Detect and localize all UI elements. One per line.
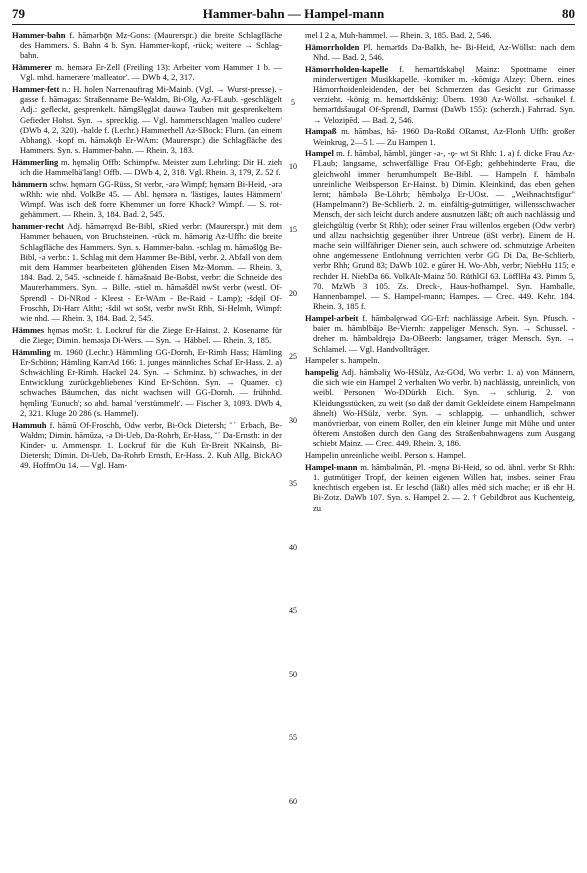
page-number-left: 79 — [12, 6, 25, 21]
entry-text: m. hāmbǝlmān, Pl. -męnǝ Bi-Heid, so od. ähnl. verbr St Rhh: 1. gutmütiger Tropf, der keinen eigenen Willen hat, insbes. seiner Frau knechtisch ergeben ist. Er leschd (läßt) alles mèd sich mache; er iß ehr H. Bi-Zotz. DaWb 107. Syn. s. Hampel 2. — 2. † Gebildbrot aus Kuchenteig, zu — [313, 461, 575, 513]
headword: Hammer-bahn — [12, 30, 66, 40]
dictionary-entry — [12, 84, 282, 155]
dictionary-entry — [305, 355, 575, 365]
line-number: 40 — [289, 542, 297, 552]
headword: hämmern — [12, 178, 48, 189]
headword: Hämorrholden — [305, 41, 360, 52]
entry-text: f. hāmū Of-Froschh, Odw verbr, Bi-Ock Dietersh; ˘ˊ Erbach, Be-Waldm; Dimin. hāmūzǝ, -ǝ Di-Ueb, Da-Rohrb, Er-Hass, ˘ˊ Da-Ernsth: in der Kinder- u. Ammenspr. 1. Lockruf für die Kuh Er-Breit NKainsb, Bi-Dietersh; Dimin. Di-Ueb, Da-Rohrb Ernsth, Er-Hass. 2. Kuh Allg. BickAO 49. HoffmOu 14. — Vgl. Ham- — [20, 419, 282, 471]
headword: Hampel — [305, 148, 334, 159]
dictionary-entry — [12, 325, 282, 345]
entry-text: Adj. hāmǝrręxd Be-Bibl, sRied verbr: (Maurerspr.) mit dem Hammer behauen, von Bruchsteinen. -rück m. hāmǝrig Az-Uffh: die breite Schlagfläche des Hammers. Syn. s. Hammer-bahn. -schlag m. hāmǝšlǭg Be-Bibl, -ǝ verbr.: 1. Schlag mit dem Hammer Be-Bibl, verbr. 2. Abfall von dem mit dem Hammer bearbeiteten glühenden Eisen Mz-Momm. — Rhein. 3, 184. Bad. 2, 545. -schneide f. hāmǝšnaid Be-Bobst, verbr: die Schneide des Maurerhammers. Syn. → Bille. -stiel m. hāmǝšdēl nwSt verbr (westl. Of-Sprendl - Di-NRod - Kleest - Er-WAm - Be-Raid - Lamp); -šdęil Of-Froschh, Di-Harr Altht; -šdil wt soSt, verbr nwSt Rhh, Si-Helmh, Wimpf: wie nhd. — Rhein. 3, 184. Bad. 2, 545. — [20, 221, 282, 323]
dictionary-entry — [305, 462, 575, 513]
dictionary-entry — [305, 450, 575, 460]
headword: Hammuh — [12, 419, 47, 430]
line-number: 5 — [291, 98, 295, 107]
headword: Hämmling — [12, 346, 51, 357]
line-number: 45 — [289, 606, 297, 615]
entry-text: Hampeler s. hampeln. — [305, 355, 380, 366]
header-rule — [12, 24, 575, 25]
entry-text: m. hemǝrǝ Er-Zell (Freiling 13): Arbeiter vom Hammer 1 b. — Vgl. mhd. hamerære 'malleator'. — DWb 4, 2, 317. — [20, 62, 282, 83]
headword: hampelig — [305, 367, 339, 377]
left-column — [12, 30, 282, 866]
line-number: 25 — [289, 352, 297, 361]
dictionary-entry — [305, 64, 575, 125]
entry-text: f. hāmbǝlęrwǝd GG-Erf: nachlässige Arbeit. Syn. Pfusch. -baier m. hāmblbāįǝ Be-Viernh: zappeliger Mensch. Syn. → Schussel. -dreher m. hāmbǝldręįǝ Da-OBeerb: langsamer, träger Mensch. Syn. → Schlamel. — Vgl. Handvolltrāger. — [313, 312, 575, 354]
dictionary-entry — [305, 42, 575, 62]
entry-text: f. hemǝrīdskabęl Mainz: Spottname einer minderwertigen Musikkapelle. -komiker m. -kōmigǝ Alzey: Übern. eines Hämorrhoidenleidenden, der bei Schmerzen das Gesicht zur Grimasse verzieht. -könig m. hemǝrīdskēniχ: Übern. 1930 Az-Wöllst. -schaukel f. hemǝrīdsšaugǝl Of-Sprendl, Darmst (DaWb 155): (scherzh.) Fahrrad. Syn. → Velozipĕd. — Bad. 2, 546. — [313, 63, 575, 125]
entry-text: hęmǝs moSt: 1. Lockruf für die Ziege Er-Hainst. 2. Kosename für die Ziege; Dimin. hemǝsjǝ Di-Wers. — Syn. → Häbbel. — Rhein. 3, 185. — [20, 324, 282, 345]
entry-text: Adj. hāmbǝliχ Wo-HSülz, Az-GOd, Wo verbr: 1. a) von Männern, die sich wie ein Hampel 2 verhalten Wo verbr. b) nachlässig, unreinlich, von weibl. Personen Wo-DDürkh Eich. Syn. → schlurig. 2. von Kleidungsstücken, zu weit (so daß der damit Gekleidete einem Hampelmann ähnelt) Wo-HSülz, verbr. Syn. → schlappig. — unhandlich, schwer manövrierbar, von einem Roller, den ein kleiner Junge mit Mühe und unter öfterem Anstoßen durch den Gang des Straßenbahnwagens zum Ausgang schiebt Mainz. — Crec. 449. Rhein. 3, 186. — [313, 367, 575, 449]
headword: Hampaß — [305, 126, 337, 137]
running-title: Hammer-bahn — Hampel-mann — [202, 6, 385, 21]
dictionary-entry — [12, 157, 282, 177]
line-number: 20 — [289, 288, 297, 298]
entry-text: m. f. hāmbǝl, hāmbl, jünger -ǝ-, -ǫ- wt St Rhh: 1. a) f. dicke Frau Az-FLaub; langsame, schwerfällige Frau Of-Egb; gehbehinderte Frau, die gleichwohl immer herumhumpelt Be-Bibl. — Hampeln f. hāmbǝln unreinliche Weibsperson Er-Hainst. b) Dimin. Kleinkind, das eben gehen lernt; hāmbǝlǝ Be-Löhrb; hēmbǝlχǝ Er-UOst. — „Weihnachtsfigur" (Hampelmann?) Be-Schlierb. 2. m. einfältig-gutmütiger, willensschwacher Mensch, der sich leicht durch andere ausnutzen läßt; oft auch nachlässig und gleichgültig (verbr St Rhh); oder seiner Frau willenlos ergeben (Odw verbr) und allzu nachsichtig gegenüber ihrer Untreue (öSt verbr). Einem de H. mache sein willfähriger Diener sein, auch schwere od. schmutzige Arbeiten ohne angemessene Entlohnung verrichten verbr GG Di Da, Be-Schlierb, verbr Rhh; Grund 83; DaWb 102. e gūrer H. Wo-Abh, verbr; NiebHu 115; e rechder H. NiebDa 66. VolkAlt-Mainz 50. RüthlGl 63. LöfflHa 43. Pimm 5, 70. MzWb 3 105. Zs. Dreck-, Haus-hofhampel. Syn. Hamballe, Hannenbampel. — S. Hampel-mann; Hampes. — Crec. 449. Kehr. 184. Rhein. 3, 185 f. — [313, 148, 575, 312]
headword: Hämmerer — [12, 62, 52, 73]
headword: hammer-recht — [12, 221, 64, 232]
dictionary-entry — [305, 30, 575, 40]
right-column — [305, 30, 575, 866]
dictionary-entry — [12, 62, 282, 82]
dictionary-entry — [12, 347, 282, 418]
dictionary-entry — [12, 179, 282, 220]
entry-text: schw. hęmǝrn GG-Rüss, St verbr, -ǝrǝ Wimpf; hęmǝrn Bi-Heid, -ǝrǝ wRhh: wie nhd. VolkBe 45. — Abl. hęmǝrǝ n. 'lästiges, lautes Hämmern' Wimpf. Was isch deß forre Khemmer un forre Khack? Wimpf. — S. rot-gehämmert. — Rhein. 3, 184. Bad. 2, 545. — [20, 178, 282, 220]
dictionary-entry — [305, 313, 575, 354]
headword: Hammer-fett — [12, 84, 60, 95]
headword: Hämmes — [12, 324, 45, 335]
headword: Hampel-arbeit — [305, 312, 359, 323]
dictionary-entry — [305, 367, 575, 449]
entry-text: n.: H. holen Narrenauftrag Mi-Mainb. (Vgl. → Wurst-presse). -gasse f. hāmǝgas: Straßenname Be-Waldm, Bi-Olg, Az-FLaub. -geschlägelt Adj.: gefleckt, gesprenkelt. hāmgšlęglǝt dauwǝ Tauben mit gesprenkeltem Gefieder Hohst. Syn. → sprecklig. — Vgl. hammerschlagen 'malleo cudere' (DWb 4, 2, 320). -halde f. (Lechr.) Hammerhell Az-SBock: Flurn. (an einem Abhang). -kopf m. hāmǝkǭb Er-WAm: (Maurerspr.) die Schlagfläche des Hammers. Syn. s. Hammer-bahn. — Rhein. 3, 183. — [20, 84, 282, 156]
line-number: 35 — [289, 479, 297, 488]
line-number: 30 — [289, 415, 297, 425]
dictionary-entry — [305, 126, 575, 146]
headword: Hämmerling — [12, 156, 59, 167]
entry-text: m. 1960 (Lechr.) Hämmling GG-Dornh, Er-Rimh Hass; Hämling Er-Schönn; Hämling KarrAd 166: 1. junges männliches Schaf Er-Hass. 2. a) Schwächling Er-Rimh. Hackel 24. Syn. → Schminz. b) schwaches, in der Entwicklung zurückgebliebenes Kind Er-Schönn. Syn. → Quamer. c) schwaches Bäumchen, das nicht wachsen will GG-Dornh. — frühnhd. hęmling 'Eunuch'; so ahd. hamal 'verstümmelt'. — Fischer 3, 1093. DWb 4, 2, 321. Kluge 20 286 (s. Hammel). — [20, 346, 282, 418]
dictionary-entry — [12, 30, 282, 61]
line-number: 60 — [289, 796, 297, 806]
dictionary-entry — [305, 148, 575, 311]
line-number: 55 — [289, 733, 297, 742]
entry-text: Pl. hemǝrīds Da-Balkh, he- Bi-Heid, Az-Wöllst: nach dem Nhd. — Bad. 2, 546. — [313, 41, 575, 62]
entry-text: Hampelin unreinliche weibl. Person s. Hampel. — [305, 450, 466, 461]
line-number: 15 — [289, 225, 297, 234]
line-number: 50 — [289, 669, 297, 679]
headword: Hampel-mann — [305, 461, 358, 472]
entry-text: mel I 2 a, Muh-hammel. — Rhein. 3, 185. Bad. 2, 546. — [305, 30, 492, 40]
dictionary-entry — [12, 221, 282, 323]
headword: Hämorrholden-kapelle — [305, 63, 389, 74]
dictionary-entry — [12, 420, 282, 471]
line-number: 10 — [289, 161, 297, 171]
entry-text: m. hāmbas, hā- 1960 Da-Roßd ORamst, Az-Flonh Uffh: großer Weinkrug, 2—5 l. — Zu Hampen 1. — [313, 126, 575, 147]
entry-text: m. hęmǝliŋ Offb: Schimpfw. Meister zum Lehrling: Dir H. zieh ich die Hammelbä'lang! Offb. — DWb 4, 2, 318. Vgl. Rhein. 3, 179, Z. 52 f. — [20, 156, 282, 178]
running-header — [12, 6, 575, 24]
page-number-right: 80 — [562, 6, 575, 21]
line-number-gutter — [285, 30, 301, 866]
entry-text: f. hāmǝrbǭn Mz-Gons: (Maurerspr.) die breite Schlagfläche des Hammers. S. Bahn 4 b. Syn. Hammer-kopf, -rück; weitere → Schlag-bahn. — [20, 30, 282, 61]
